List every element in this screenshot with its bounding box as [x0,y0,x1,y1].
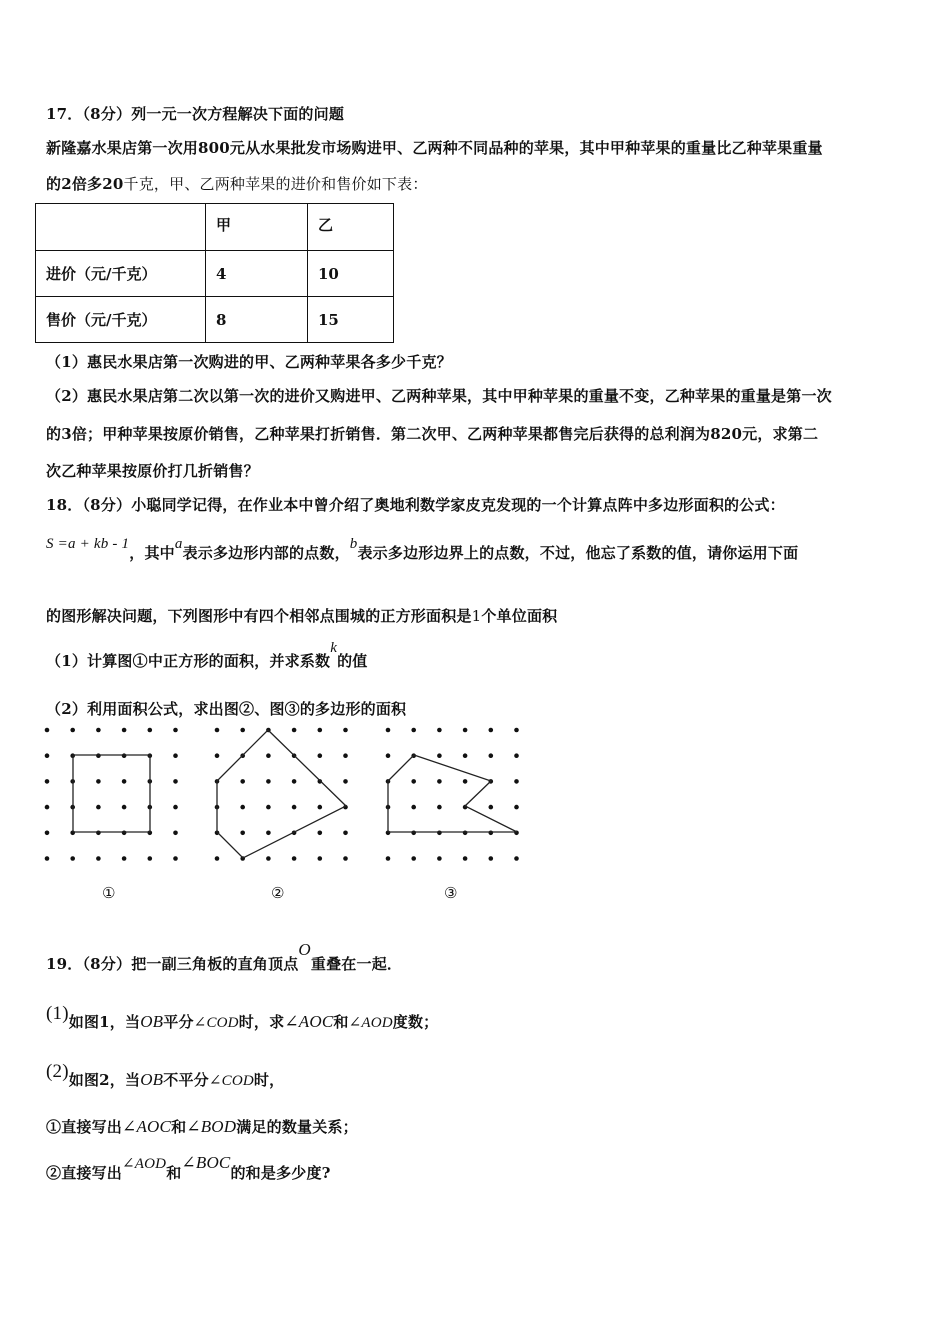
q19-text: ①直接写出 [46,1118,123,1136]
var-k: k [330,640,338,656]
lattice-dot [489,728,494,733]
lattice-dot [70,728,75,733]
q18-part2: （2）利用面积公式，求出图②、图③的多边形的面积 [46,700,407,718]
lattice-dot [292,779,297,784]
polygons [73,730,517,858]
lattice-dot [70,856,75,861]
lattice-dot [266,856,271,861]
lattice-dot [514,779,519,784]
angle-AOC: ∠AOC [284,1012,334,1031]
price-table-row-cost [36,251,394,297]
lattice-dot [343,856,348,861]
q18-line3 [46,605,557,626]
lattice-dot [266,805,271,810]
part-number: (1) [46,1003,69,1024]
lattice-dot [240,805,245,810]
figure-3-caption: ③ [444,884,458,902]
lattice-dot [215,728,220,733]
q18-text: 的图形解决问题，下列图形中有四个相邻点围城的正方形面积是 [46,607,472,625]
lattice-dot [437,831,442,836]
q18-text: 的值 [337,652,368,670]
lattice-dot [45,728,50,733]
price-table-cell: 15 [308,297,394,343]
q18-text: ，其中 [129,544,175,562]
price-table-cell: 进价（元/千克） [36,251,206,297]
lattice-dot [489,831,494,836]
q19-text: 重叠在一起． [310,955,403,973]
var-b: b [349,536,358,552]
q17-part1: （1）惠民水果店第一次购进的甲、乙两种苹果各多少千克？ [46,353,452,371]
lattice-dot [173,728,178,733]
lattice-dot [343,831,348,836]
q19-text: 19．（8分）把一副三角板的直角顶点 [46,955,299,973]
q19-sub2 [46,1153,331,1183]
q18-text: 个单位面积 [481,607,558,625]
angle-COD: ∠COD [208,1073,254,1089]
figure-3-polygon [388,755,517,832]
q17-part2-line1: （2）惠民水果店第二次以第一次的进价又购进甲、乙两种苹果，其中甲种苹果的重量不变，乙种苹果的重量是第一次 [46,387,832,405]
price-table-cell: 10 [308,251,394,297]
angle-BOC: ∠BOC [181,1153,231,1172]
q17-intro-line2-rest: 千克，甲、乙两种苹果的进价和售价如下表： [123,175,428,193]
lattice-dot [45,831,50,836]
lattice-dot [122,779,127,784]
q17-intro-line2-bold: 的2倍多20 [46,175,124,193]
q19-text: ②直接写出 [46,1164,123,1182]
lattice-dot [96,831,101,836]
price-table-cell: 8 [206,297,308,343]
q19-part1 [46,1003,439,1033]
part-number: (2) [46,1061,69,1082]
lattice-dot [463,831,468,836]
q18-text: （1）计算图①中正方形的面积，并求系数 [46,652,331,670]
q19-text: 时， [253,1071,285,1089]
figure-1-square [73,755,150,832]
angle-AOC: ∠AOC [122,1117,172,1136]
lattice-dot [489,753,494,758]
lattice-dot [240,779,245,784]
lattice-dot [318,856,323,861]
dot-grids [45,728,519,861]
lattice-dot [343,779,348,784]
lattice-dot [489,856,494,861]
angle-BOD: ∠BOD [186,1117,237,1136]
q17-intro-line1: 新隆嘉水果店第一次用800元从水果批发市场购进甲、乙两种不同品种的苹果，其中甲种苹果的重量比乙种苹果重量 [46,139,823,157]
price-table [35,203,394,343]
lattice-dot [437,753,442,758]
lattice-dot [386,728,391,733]
var-a: a [174,536,183,552]
lattice-dot [266,779,271,784]
q19-text: 如图2，当 [68,1071,141,1089]
lattice-dot [122,753,127,758]
q17-title: 17．（8分）列一元一次方程解决下面的问题 [46,105,345,123]
lattice-dot [45,753,50,758]
lattice-dot [489,805,494,810]
lattice-dot [266,753,271,758]
angle-AOD: ∠AOD [122,1156,167,1172]
lattice-dot [411,831,416,836]
lattice-dot [215,753,220,758]
q19-text: 平分 [163,1013,194,1031]
price-table-cell: 4 [206,251,308,297]
lattice-dot [514,805,519,810]
lattice-dot [318,728,323,733]
lattice-dot [45,805,50,810]
lattice-dot [96,805,101,810]
q18-part1 [46,640,368,671]
var-O: O [298,940,311,959]
lattice-dot [96,856,101,861]
figure-1-caption: ① [102,884,116,902]
figure-2-caption: ② [271,884,285,902]
lattice-dot [266,831,271,836]
q18-formula-line [46,536,799,563]
lattice-dot [386,753,391,758]
q19-part2 [46,1061,285,1091]
lattice-dot [148,728,153,733]
lattice-dot [173,831,178,836]
lattice-dot [240,831,245,836]
lattice-dot [122,805,127,810]
figure-2-polygon [217,730,346,858]
lattice-dot [411,728,416,733]
lattice-dot [45,779,50,784]
lattice-dot [173,856,178,861]
q19-text: 不平分 [163,1071,209,1089]
dot-grid-figures [0,715,950,875]
q19-title [46,940,403,974]
lattice-dot [173,779,178,784]
lattice-dot [514,728,519,733]
q19-text: 和 [333,1013,349,1031]
pick-formula: S =a + kb - 1 [46,536,130,552]
lattice-dot [148,856,153,861]
q19-text: 满足的数量关系； [236,1118,358,1136]
price-table-row-sale [36,297,394,343]
price-table-header-jia: 甲 [206,204,308,251]
lattice-dot [122,728,127,733]
lattice-dot [343,728,348,733]
q19-text: 度数； [392,1013,439,1031]
unit-number: 1 [471,607,482,625]
lattice-dot [437,779,442,784]
lattice-dot [463,728,468,733]
lattice-dot [45,856,50,861]
ray-OB: OB [140,1012,164,1031]
lattice-dot [343,753,348,758]
lattice-dot [318,805,323,810]
lattice-dot [292,805,297,810]
lattice-dot [411,779,416,784]
lattice-dot [437,805,442,810]
lattice-dot [173,753,178,758]
lattice-dot [411,805,416,810]
q19-text: 如图1，当 [68,1013,141,1031]
q17-part2-line2: 的3倍；甲种苹果按原价销售，乙种苹果打折销售．第二次甲、乙两种苹果都售完后获得的总利润为820元，求第二 [46,425,819,443]
lattice-dot [514,753,519,758]
lattice-dot [411,856,416,861]
price-table-header-row [36,204,394,251]
q17-part2-line3: 次乙种苹果按原价打几折销售？ [46,462,259,480]
lattice-dot [386,856,391,861]
lattice-dot [96,753,101,758]
q18-text: 表示多边形边界上的点数，不过，他忘了系数的值，请你运用下面 [357,544,799,562]
lattice-dot [96,728,101,733]
angle-AOD: ∠AOD [348,1015,393,1031]
lattice-dot [318,831,323,836]
price-table-cell: 售价（元/千克） [36,297,206,343]
lattice-dot [292,856,297,861]
lattice-dot [437,856,442,861]
lattice-dot [463,753,468,758]
q19-text: 的和是多少度? [230,1164,331,1182]
lattice-dot [122,856,127,861]
lattice-dot [173,805,178,810]
lattice-dot [240,728,245,733]
q18-text: 表示多边形内部的点数， [182,544,350,562]
lattice-dot [463,856,468,861]
q19-text: 时，求 [238,1013,285,1031]
lattice-dot [122,831,127,836]
price-table-header-cell [36,204,206,251]
q19-text: 和 [171,1118,187,1136]
q19-sub1 [46,1116,358,1137]
q18-title: 18．（8分）小聪同学记得，在作业本中曾介绍了奥地利数学家皮克发现的一个计算点阵中多边形面积的公式： [46,496,785,514]
q19-text: 和 [166,1164,182,1182]
lattice-dot [318,753,323,758]
lattice-dot [292,728,297,733]
q17-intro-line2 [46,173,428,194]
lattice-dot [437,728,442,733]
ray-OB: OB [140,1070,164,1089]
lattice-dot [215,856,220,861]
price-table-header-yi: 乙 [308,204,394,251]
lattice-dot [463,779,468,784]
lattice-dot [514,856,519,861]
lattice-dot [96,779,101,784]
angle-COD: ∠COD [193,1015,239,1031]
